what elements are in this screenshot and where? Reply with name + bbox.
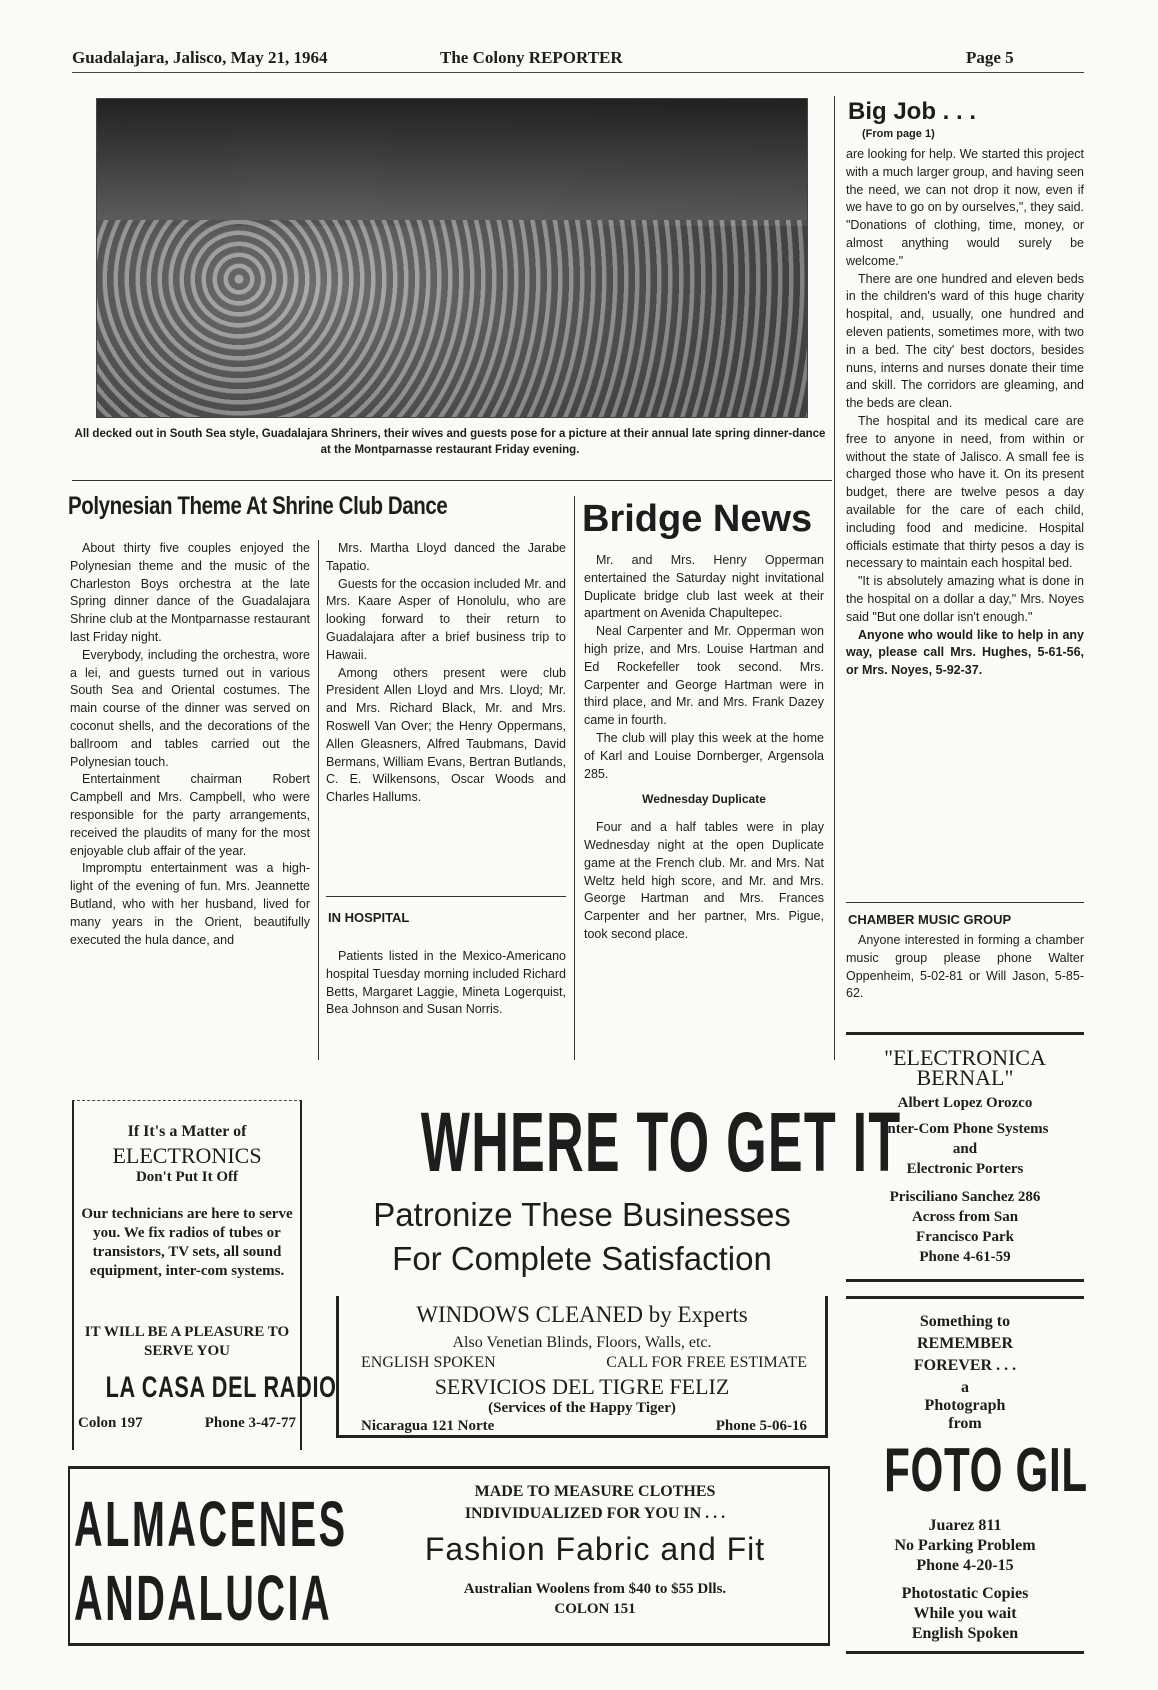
foto-l7: Juarez 811 [928,1517,1002,1534]
bernal-l8: Across from San [911,1209,1019,1225]
where-title: WHERE TO GET IT [420,1095,902,1189]
almacenes-m4: Australian Woolens from $40 to $55 Dlls. [463,1581,727,1597]
shrine-p5: Mrs. Martha Lloyd danced the Jarabe Tapatio. [326,541,566,573]
shrine-p3: Entertainment chairman Robert Campbell and Mrs. Campbell, who were responsible for the party arrangements, received the plaudits of many for the most enjoyable club affair of the year. [70,772,310,858]
bridge-p4: Four and a half tables were in play Wednesday night at the open Duplicate game at the French club. Mr. and Mrs. Nat Weltz held high score, and Mr. and Mrs. George Hartman and Mrs. Frances Carpenter and her partner, Mrs. Pigue, took second place. [584,820,824,941]
col-divider-3 [834,96,835,1060]
foto-name: FOTO GIL [884,1436,1088,1505]
bigjob-p2: There are one hundred and eleven beds in the children's ward of this huge charity hospital, and, usually, one hundred and eleven patients, sometimes more, with two in a bed. The city' best doctors, besides nuns, interns and nurses donate their time and skill. The corridors are gleaming, and the beds are clean. [846,271,1084,411]
shrine-col1 [70,540,310,1075]
foto-l4: a [961,1379,969,1396]
bridge-headline: Bridge News [582,498,813,540]
hospital-title: IN HOSPITAL [328,910,410,925]
paper-name: The Colony REPORTER [440,48,623,67]
windows-l3b: CALL FOR FREE ESTIMATE [606,1354,807,1371]
photo-caption: All decked out in South Sea style, Guadalajara Shriners, their wives and guests pose for a picture at their annual late spring dinner-dance at the Montparnasse restaurant Friday evening. [74,428,826,456]
bernal-l3: Albert Lopez Orozco [897,1095,1033,1111]
radio-l4: Our technicians are here to serve you. We fix radios of tubes or transistors, TV sets, all sound equipment, inter-com systems. [81,1206,293,1279]
bigjob-p4: "It is absolutely amazing what is done in the hospital on a dollar a day," Mrs. Noyes said "But one dollar isn't enough." [846,574,1084,624]
ad-almacenes [68,1466,830,1646]
almacenes-m3: Fashion Fabric and Fit [424,1531,766,1567]
foto-l8: No Parking Problem [894,1537,1036,1554]
foto-l9: Phone 4-20-15 [916,1557,1014,1574]
radio-name: LA CASA DEL RADIO [105,1371,337,1404]
foto-l3: FOREVER . . . [913,1357,1017,1374]
bigjob-headline: Big Job . . . [848,98,977,125]
hospital-text: Patients listed in the Mexico-Americano hospital Tuesday morning included Richard Betts, Margaret Laggie, Mineta Logerquist, Bea Johnson and Susan Norris. [326,949,566,1017]
foto-l12: English Spoken [911,1625,1019,1642]
bernal-l7: Prisciliano Sanchez 286 [889,1189,1041,1205]
almacenes-m5: COLON 151 [554,1601,636,1617]
foto-l6: from [948,1415,982,1432]
bernal-l9: Francisco Park [916,1229,1014,1245]
chamber-text: Anyone interested in forming a chamber music group please phone Walter Oppenheim, 5-02-81 or Will Jason, 5-85-62. [846,933,1084,1001]
foto-l11: While you wait [913,1605,1017,1622]
foto-l2: REMEMBER [917,1335,1013,1352]
radio-l2: ELECTRONICS [112,1143,262,1168]
shrine-p7: Among others present were club President Allen Lloyd and Mrs. Lloyd; Mr. and Mrs. Richard Black, Mr. and Mrs. Roswell Van Over; the Henry Oppermans, Allen Gleasners, Alfred Taubmans, David Bermans, William Evans, Bertran Butlands, C. E. Wilkensons, Oscar Woods and Charles Hallums. [326,665,566,805]
ad-foto [846,1296,1088,1654]
col-divider-2 [574,496,575,1060]
bridge-p1: Mr. and Mrs. Henry Opperman entertained the Saturday night invitational Duplicate bridge club last week at their apartment on Avenida Chapultepec. [584,553,824,621]
radio-phone: Phone 3-47-77 [204,1415,296,1431]
bridge-p2: Neal Carpenter and Mr. Opperman won high prize, and Mrs. Louise Hartman and Ed Rockefeller took second. Mrs. Carpenter and George Hartman were in third place, and Mr. and Mrs. Frank Dazey came in fourth. [584,624,824,728]
bernal-l6: Electronic Porters [906,1161,1024,1177]
bernal-l5: and [952,1141,978,1157]
bridge-col [584,552,824,944]
radio-addr: Colon 197 [78,1415,143,1431]
shrine-p6: Guests for the occasion included Mr. and Mrs. Kaare Asper of Honolulu, who are looking forward to their return to Guadalajara after a brief business trip to Hawaii. [326,576,566,662]
shrine-p4: Impromptu entertainment was a high-light of the evening of fun. Mrs. Jeannette Butland, who with her husband, lived for many years in the Orient, beautifully executed the hula dance, and [70,861,310,947]
page-number: Page 5 [966,48,1014,67]
shrine-col2 [326,540,566,807]
where-l1: Patronize These Businesses [373,1196,791,1233]
shriners-photo [96,98,808,418]
caption-rule [72,480,832,481]
header-rule [72,72,1084,73]
ad-bernal [846,1032,1084,1282]
bernal-l10: Phone 4-61-59 [919,1249,1011,1265]
windows-l4: SERVICIOS DEL TIGRE FELIZ [434,1374,730,1399]
chamber-title: CHAMBER MUSIC GROUP [848,912,1012,927]
bigjob-from: (From page 1) [862,128,935,140]
foto-l5: Photograph [924,1397,1006,1414]
dateline: Guadalajara, Jalisco, May 21, 1964 [72,48,328,67]
hospital-rule [326,896,566,897]
bernal-l2: BERNAL" [916,1065,1014,1090]
bridge-subhead: Wednesday Duplicate [642,792,766,807]
ad-radio [72,1100,337,1450]
foto-l1: Something to [919,1313,1011,1330]
windows-addr: Nicaragua 121 Norte [361,1418,495,1434]
chamber-rule [846,902,1084,903]
windows-l2: Also Venetian Blinds, Floors, Walls, etc. [452,1334,712,1351]
windows-phone: Phone 5-06-16 [715,1418,807,1434]
bigjob-p3: The hospital and its medical care are free to anyone in need, from within or without the state of Jalisco. A small fee is charged those who have it. On its present budget, there are twelve pesos a day available for the care of each child, including food and medicine. Hospital officials estimate that thirty pesos a day is necessary to maintain each hospital bed. [846,413,1084,571]
bigjob-p1: are looking for help. We started this project with a much larger group, and having seen the need, we can not drop it now, even if we have to go on by ourselves,", they said. "Donations of clothing, time, money, or almost anything would surely be welcome." [846,147,1084,268]
radio-l1: If It's a Matter of [127,1123,247,1140]
shrine-p2: Everybody, including the orchestra, wore a lei, and guests turned out in various South Sea and Oriental costumes. The main course of the dinner was served on coconut shells, and the decorations of the ballroom and tables carried out the Polynesian touch. [70,647,310,769]
foto-l10: Photostatic Copies [901,1585,1029,1602]
bigjob-p5: Anyone who would like to help in any way, please call Mrs. Hughes, 5-61-56, or Mrs. Noyes, 5-92-37. [846,627,1084,678]
col-divider-1 [318,540,319,1060]
shrine-headline: Polynesian Theme At Shrine Club Dance [68,492,448,520]
bridge-p3: The club will play this week at the home of Karl and Louise Dornberger, Argensola 285. [584,730,824,781]
shrine-p1: About thirty five couples enjoyed the Polynesian theme and the music of the Charleston Boys orchestra at the late Spring dinner dance of the Guadalajara Shrine club at the Montparnasse restaurant last Friday night. [70,541,310,644]
almacenes-l2: ANDALUCIA [74,1562,333,1634]
ad-windows [336,1296,828,1438]
radio-l3: Don't Put It Off [135,1169,239,1185]
bigjob-body [846,146,1084,680]
bernal-l1: "ELECTRONICA [884,1045,1046,1070]
where-l2: For Complete Satisfaction [392,1240,772,1277]
windows-l3a: ENGLISH SPOKEN [361,1354,496,1371]
windows-l5: (Services of the Happy Tiger) [488,1400,676,1416]
radio-l5: IT WILL BE A PLEASURE TO SERVE YOU [84,1324,290,1359]
windows-l1: WINDOWS CLEANED by Experts [416,1302,748,1327]
almacenes-m2: INDIVIDUALIZED FOR YOU IN . . . [464,1505,726,1522]
almacenes-l1: ALMACENES [74,1488,348,1560]
almacenes-m1: MADE TO MEASURE CLOTHES [474,1483,716,1500]
bernal-l4: Inter-Com Phone Systems [881,1121,1049,1137]
